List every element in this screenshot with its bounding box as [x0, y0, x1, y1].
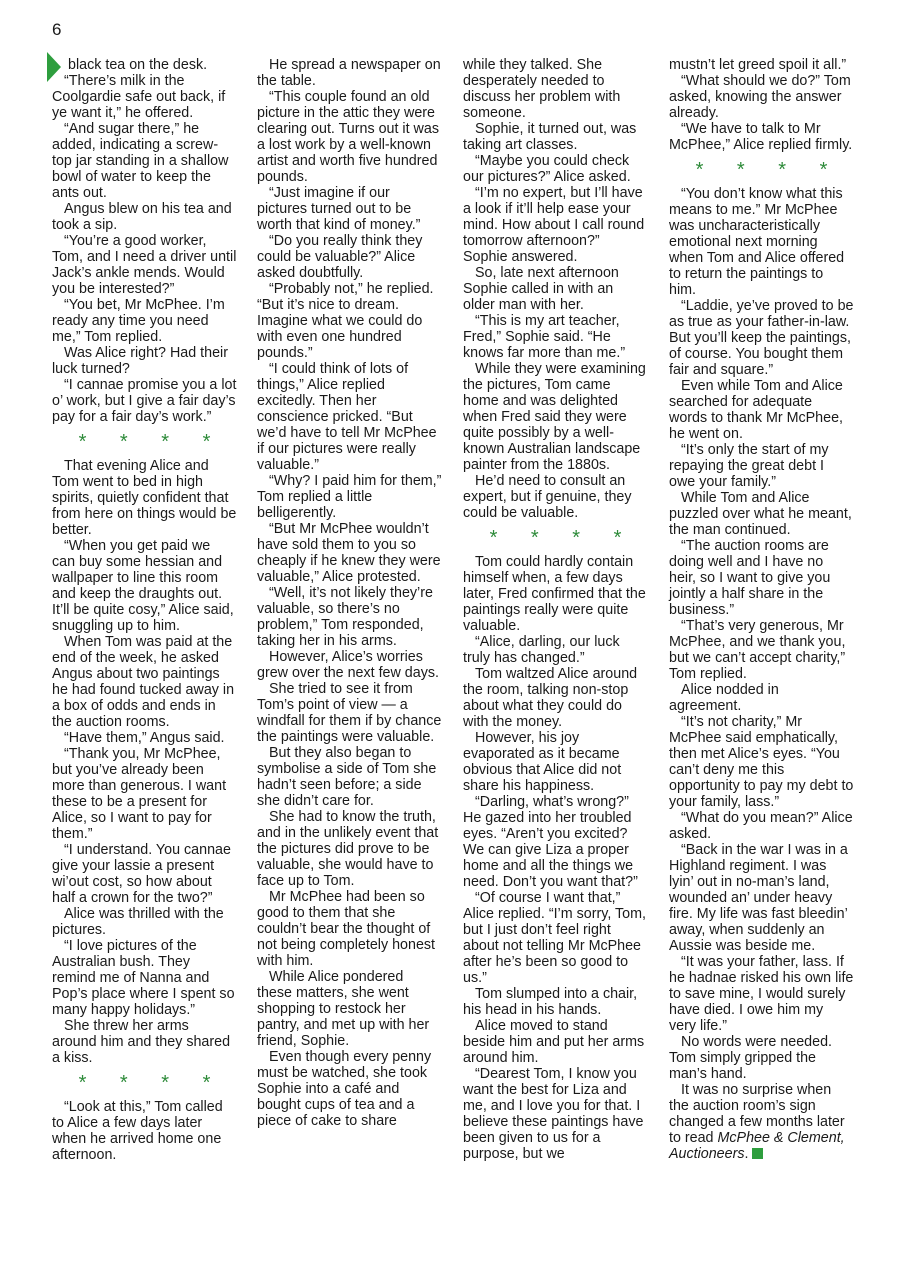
paragraph: “Dearest Tom, I know you want the best for Liza and me, and I love you for that. I believe these paintings have been given to us for a purpose, but we — [463, 1066, 644, 1162]
paragraph: “You don’t know what this means to me.” Mr McPhee was uncharacteristically emotional next morning when Tom and Alice offered to return the paintings to him. — [669, 186, 845, 298]
section-break-ornament: * * * * — [489, 527, 636, 549]
paragraph: “Back in the war I was in a Highland regiment. I was lyin’ out in no-man’s land, wounded an’ under heavy fire. My life was fast bleedin’ away, when suddenly an Aussie was beside me. — [669, 842, 848, 954]
paragraph: “This is my art teacher, Fred,” Sophie said. “He knows far more than me.” — [463, 313, 626, 361]
paragraph: Sophie, it turned out, was taking art classes. — [463, 121, 637, 153]
story-continuation-marker — [47, 52, 61, 82]
paragraph: “It was your father, lass. If he hadnae risked his own life to save mine, I would surely have died. I owe him my very life.” — [669, 954, 854, 1034]
paragraph: “Alice, darling, our luck truly has changed.” — [463, 634, 620, 666]
paragraph: “Thank you, Mr McPhee, but you’ve already been more than generous. I want these to be a present for Alice, so I want to pay for them.” — [52, 746, 227, 842]
paragraph: She tried to see it from Tom’s point of view — a windfall for them if by chance the paintings were valuable. — [257, 681, 442, 745]
paragraph: “There’s milk in the Coolgardie safe out back, if ye want it,” he offered. — [52, 73, 226, 121]
paragraph: “Of course I want that,” Alice replied. “I’m sorry, Tom, but I just don’t feel right about not telling Mr McPhee after he’s been so good to us.” — [463, 890, 646, 986]
column-3 — [463, 57, 648, 1162]
paragraph: So, late next afternoon Sophie called in with an older man with her. — [463, 265, 619, 313]
paragraph: While they were examining the pictures, Tom came home and was delighted when Fred said they were quite possibly by a well-known Australian landscape painter from the 1880s. — [463, 361, 646, 473]
paragraph: He’d need to consult an expert, but if genuine, they could be valuable. — [463, 473, 632, 521]
paragraph: “You’re a good worker, Tom, and I need a driver until Jack’s ankle mends. Would you be interested?” — [52, 233, 237, 297]
paragraph: She had to know the truth, and in the unlikely event that the pictures did prove to be valuable, she would have to face up to Tom. — [257, 809, 439, 889]
paragraph: But they also began to symbolise a side of Tom she hadn’t seen before; a side she didn’t care for. — [257, 745, 437, 809]
section-break-ornament: * * * * — [695, 159, 842, 181]
paragraph: “What do you mean?” Alice asked. — [669, 810, 853, 842]
paragraph: “Darling, what’s wrong?” He gazed into her troubled eyes. “Aren’t you excited? We can give Liza a proper home and all the things we need. Don’t you want that?” — [463, 794, 638, 890]
paragraph: “Do you really think they could be valuable?” Alice asked doubtfully. — [257, 233, 423, 281]
paragraph: Mr McPhee had been so good to them that she couldn’t bear the thought of not being completely honest with him. — [257, 889, 436, 969]
paragraph: “I’m no expert, but I’ll have a look if it’ll help ease your mind. How about I call round tomorrow afternoon?” Sophie answered. — [463, 185, 645, 265]
paragraph: “Why? I paid him for them,” Tom replied a little belligerently. — [257, 473, 442, 521]
paragraph: “And sugar there,” he added, indicating a screw-top jar standing in a shallow bowl of water to keep the ants out. — [52, 121, 229, 201]
paragraph: “Have them,” Angus said. — [64, 730, 225, 746]
paragraph: She threw her arms around him and they shared a kiss. — [52, 1018, 231, 1066]
paragraph: Was Alice right? Had their luck turned? — [52, 345, 228, 377]
paragraph: “This couple found an old picture in the attic they were clearing out. Turns out it was a lost work by a well-known artist and worth five hundred pounds. — [257, 89, 439, 185]
paragraph: However, his joy evaporated as it became obvious that Alice did not share his happiness. — [463, 730, 622, 794]
end-of-story-mark — [752, 1148, 763, 1159]
section-break-ornament: * * * * — [78, 1072, 225, 1094]
paragraph: Tom waltzed Alice around the room, talking non-stop about what they could do with the money. — [463, 666, 638, 730]
final-period: . — [744, 1146, 749, 1162]
paragraph: Angus blew on his tea and took a sip. — [52, 201, 232, 233]
paragraph: “It’s not charity,” Mr McPhee said emphatically, then met Alice’s eyes. “You can’t deny me this opportunity to pay my debt to your family, lass.” — [669, 714, 854, 810]
paragraph: while they talked. She desperately needed to discuss her problem with someone. — [463, 57, 621, 121]
paragraph: “I could think of lots of things,” Alice replied excitedly. Then her conscience pricked. “But we’d have to tell Mr McPhee if our pictures were really valuable.” — [257, 361, 437, 473]
paragraph: When Tom was paid at the end of the week, he asked Angus about two paintings he had found tucked away in a box of odds and ends in the auction rooms. — [52, 634, 235, 730]
paragraph: “Maybe you could check our pictures?” Alice asked. — [463, 153, 631, 185]
paragraph: “It’s only the start of my repaying the great debt I owe your family.” — [669, 442, 829, 490]
paragraph: “I love pictures of the Australian bush. They remind me of Nanna and Pop’s place where I spent so many happy holidays.” — [52, 938, 235, 1018]
paragraph: Alice was thrilled with the pictures. — [52, 906, 224, 938]
paragraph: Tom slumped into a chair, his head in his hands. — [463, 986, 638, 1018]
paragraph: “Well, it’s not likely they’re valuable, so there’s no problem,” Tom responded, taking her in his arms. — [257, 585, 433, 649]
paragraph: Alice nodded in agreement. — [669, 682, 779, 714]
paragraph: He spread a newspaper on the table. — [257, 57, 441, 89]
paragraph: “We have to talk to Mr McPhee,” Alice replied firmly. — [669, 121, 853, 153]
paragraph: Alice moved to stand beside him and put her arms around him. — [463, 1018, 645, 1066]
paragraph: While Tom and Alice puzzled over what he meant, the man continued. — [669, 490, 852, 538]
paragraph: mustn’t let greed spoil it all.” — [669, 57, 847, 73]
paragraph: black tea on the desk. — [68, 57, 208, 73]
paragraph: “Laddie, ye’ve proved to be as true as your father-in-law. But you’ll keep the paintings, of course. You bought them fair and square.” — [669, 298, 854, 378]
paragraph: “I understand. You cannae give your lassie a present wi’out cost, so how about half a crown for the two?” — [52, 842, 231, 906]
paragraph: “You bet, Mr McPhee. I’m ready any time you need me,” Tom replied. — [52, 297, 225, 345]
paragraph: “But Mr McPhee wouldn’t have sold them to you so cheaply if he knew they were valuable,” Alice protested. — [257, 521, 441, 585]
column-1 — [52, 57, 237, 1163]
business-name: McPhee & Clement, Auctioneers — [669, 1130, 845, 1162]
paragraph: “I cannae promise you a lot o’ work, but I give a fair day’s pay for a fair day’s work.” — [52, 377, 237, 425]
final-paragraph-text: It was no surprise when the auction room’s sign changed a few months later to read — [669, 1082, 845, 1146]
paragraph: Even though every penny must be watched, she took Sophie into a café and bought cups of tea and a piece of cake to share — [257, 1049, 432, 1129]
paragraph: While Alice pondered these matters, she went shopping to restock her pantry, and met up with her friend, Sophie. — [257, 969, 430, 1049]
paragraph: Even while Tom and Alice searched for adequate words to thank Mr McPhee, he went on. — [669, 378, 844, 442]
section-break-ornament: * * * * — [78, 431, 225, 453]
paragraph: “What should we do?” Tom asked, knowing the answer already. — [669, 73, 851, 121]
paragraph: That evening Alice and Tom went to bed in high spirits, quietly confident that from here on things would be better. — [52, 458, 237, 538]
page-number: 6 — [52, 20, 62, 39]
paragraph: Tom could hardly contain himself when, a few days later, Fred confirmed that the paintings really were quite valuable. — [463, 554, 646, 634]
paragraph: “The auction rooms are doing well and I have no heir, so I want to give you jointly a half share in the business.” — [669, 538, 831, 618]
paragraph: However, Alice’s worries grew over the next few days. — [257, 649, 439, 681]
final-paragraph — [669, 1082, 854, 1162]
column-2 — [257, 57, 442, 1129]
paragraph: No words were needed. Tom simply gripped the man’s hand. — [669, 1034, 832, 1082]
paragraph: “Just imagine if our pictures turned out to be worth that kind of money.” — [257, 185, 421, 233]
paragraph: “Probably not,” he replied. “But it’s nice to dream. Imagine what we could do with even one hundred pounds.” — [257, 281, 434, 361]
paragraph: “When you get paid we can buy some hessian and wallpaper to line this room and keep the draughts out. It’ll be quite cosy,” Alice said, snuggling up to him. — [52, 538, 234, 634]
paragraph: “That’s very generous, Mr McPhee, and we thank you, but we can’t accept charity,” Tom replied. — [669, 618, 846, 682]
column-4 — [669, 57, 854, 1162]
paragraph: “Look at this,” Tom called to Alice a few days later when he arrived home one afternoon. — [52, 1099, 223, 1163]
